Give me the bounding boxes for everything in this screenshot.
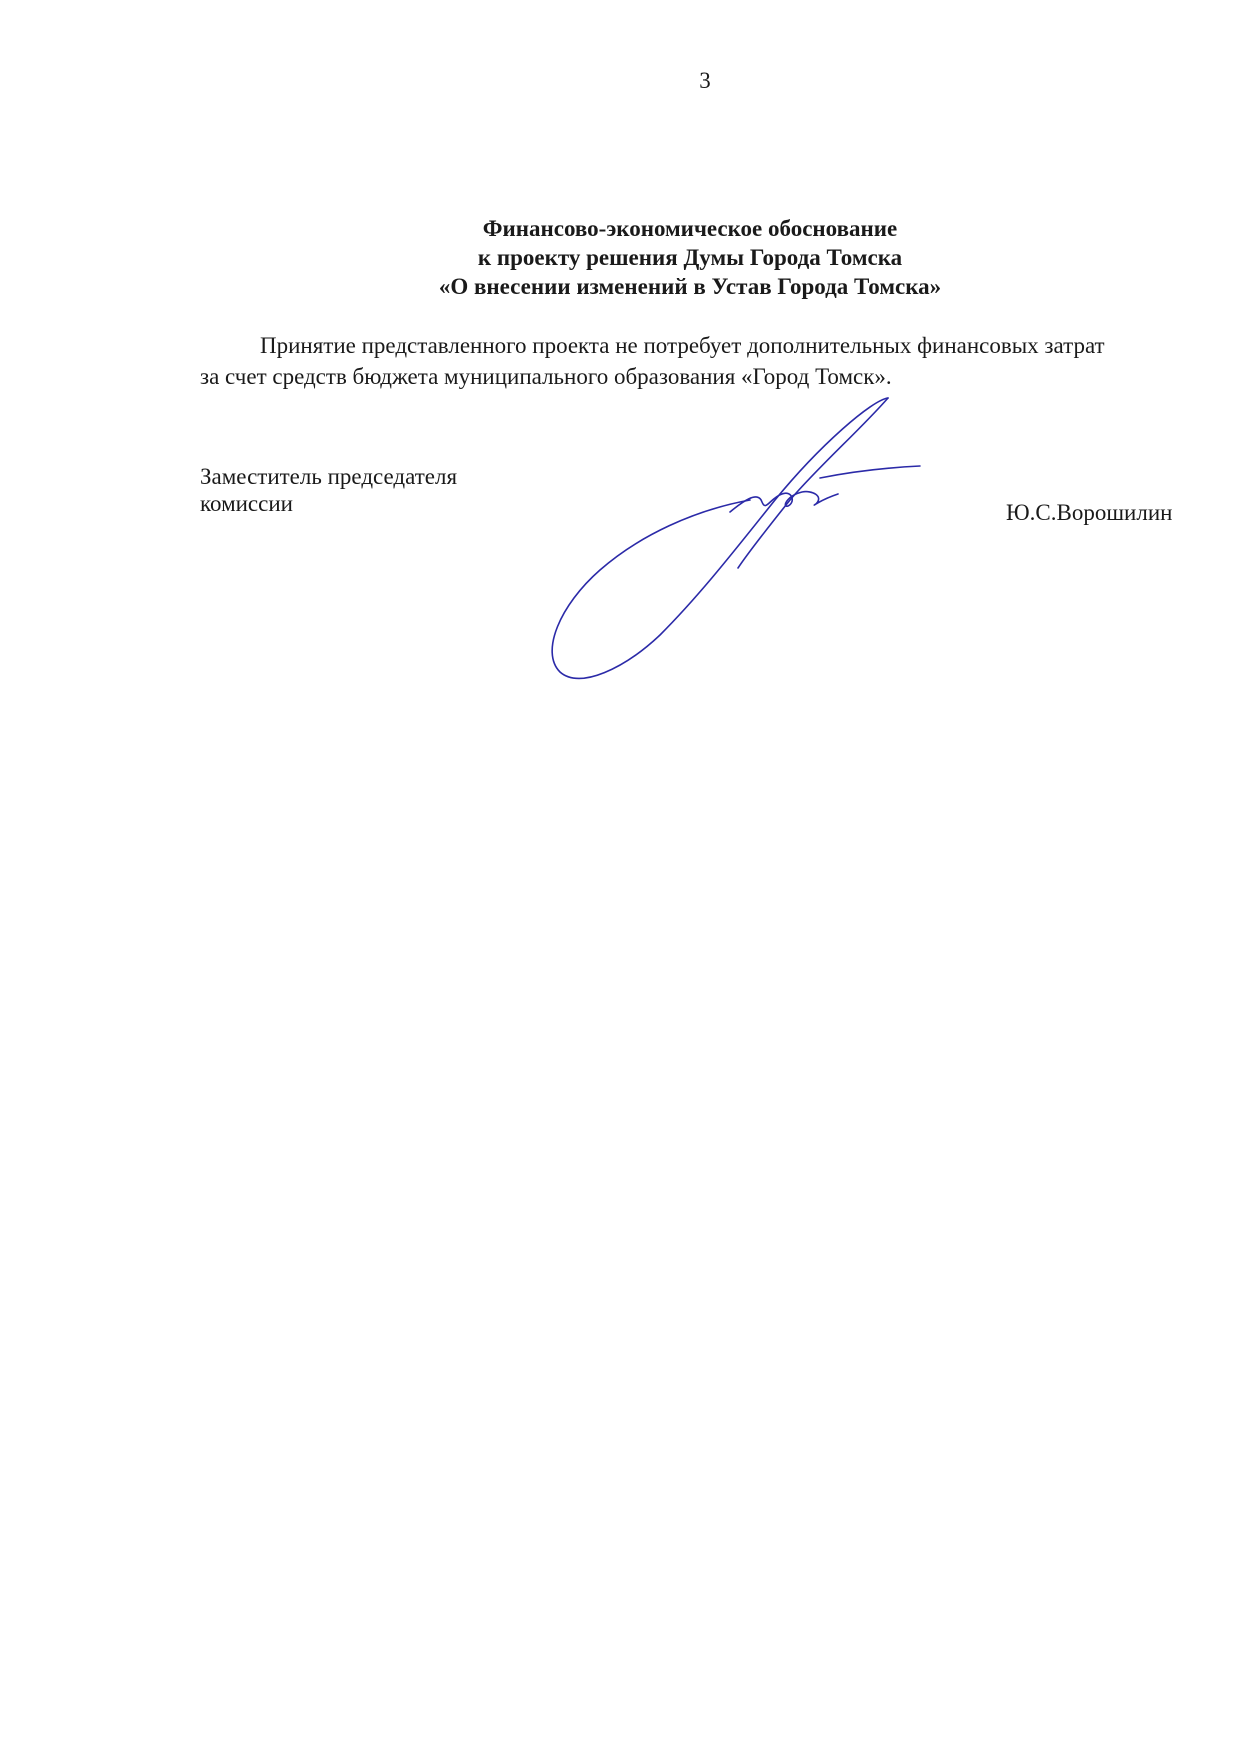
signer-position [200, 463, 457, 517]
handwritten-signature [520, 390, 940, 700]
body-line-2: за счет средств бюджета муниципального образования «Город Томск». [200, 364, 892, 389]
title-line-2: к проекту решения Думы Города Томска [477, 245, 903, 270]
page-number: 3 [699, 68, 711, 93]
signature-letters-stroke [730, 492, 838, 512]
title-line-1: Финансово-экономическое обоснование [482, 216, 898, 241]
signature-loop-stroke [552, 398, 888, 678]
signer-position-line-2: комиссии [200, 491, 293, 516]
signer-name: Ю.С.Ворошилин [1006, 500, 1173, 525]
body-paragraph [200, 330, 1200, 392]
signature-flourish-stroke [820, 466, 920, 478]
title-line-3: «О внесении изменений в Устав Города Томска» [438, 274, 942, 299]
signature-diagonal-stroke [738, 398, 888, 568]
signer-position-line-1: Заместитель председателя [200, 464, 458, 489]
body-line-1: Принятие представленного проекта не потребует дополнительных финансовых затрат [260, 333, 1105, 358]
document-title [380, 214, 1000, 301]
